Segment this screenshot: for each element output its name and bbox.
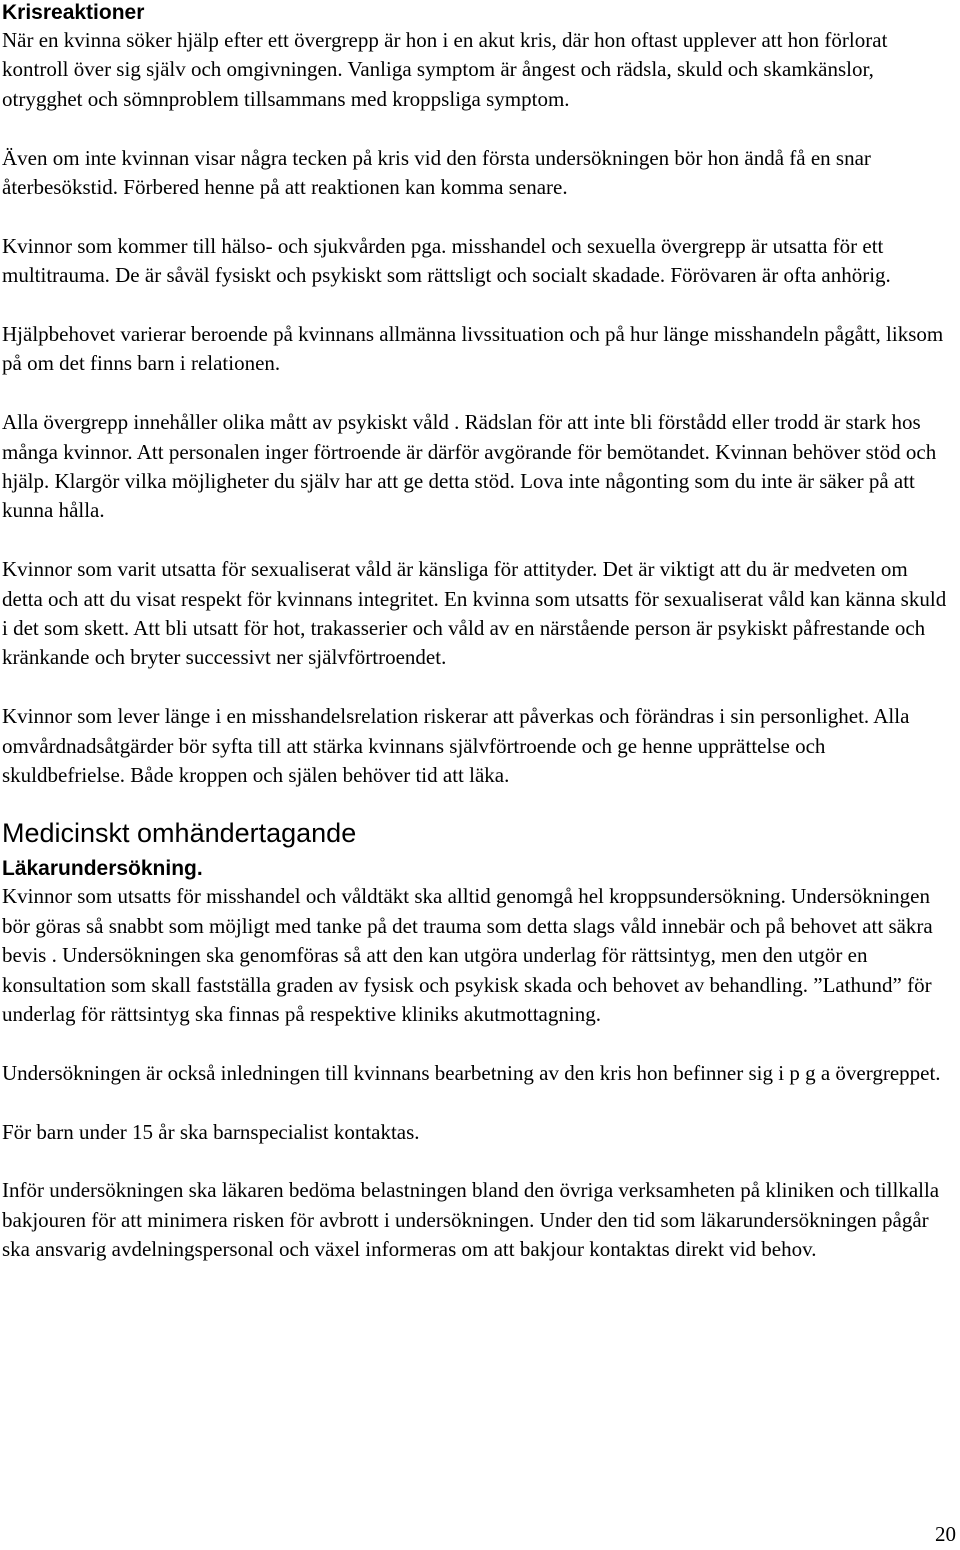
- heading-lakarundersokning: Läkarundersökning.: [2, 857, 203, 881]
- document-page: [2, 0, 950, 1265]
- page-number: 20: [935, 1522, 956, 1546]
- paragraph: Kvinnor som lever länge i en misshandelsrelation riskerar att påverkas och förändras i sin personlighet. Alla omvårdnadsåtgärder bör syfta till att stärka kvinnans självförtroende och ge henne upprättelse och skuldbefrielse. Både kroppen och själen behöver tid att läka.: [2, 704, 910, 788]
- heading-medicinskt-omhandertagande: Medicinskt omhändertagande: [2, 818, 357, 849]
- paragraph: När en kvinna söker hjälp efter ett övergrepp är hon i en akut kris, där hon oftast upplever att hon förlorat kontroll över sig själv och omgivningen. Vanliga symptom är ångest och rädsla, skuld och skamkänslor, otrygghet och sömnproblem tillsammans med kroppsliga symptom.: [2, 28, 888, 111]
- paragraph: Kvinnor som varit utsatta för sexualiserat våld är känsliga för attityder. Det är viktigt att du är medveten om detta och att du visat respekt för kvinnans integritet. En kvinna som utsatts för sexualiserat våld kan känna skuld i det som skett. Att bli utsatt för hot, trakasserier och våld av en närstående person är psykiskt påfrestande och kränkande och bryter successivt ner självförtroendet.: [2, 557, 947, 670]
- paragraph: Alla övergrepp innehåller olika mått av psykiskt våld . Rädslan för att inte bli förstådd eller trodd är stark hos många kvinnor. Att personalen inger förtroende är därför avgörande för bemötandet. Kvinnan behöver stöd och hjälp. Klargör vilka möjligheter du själv har att ge detta stöd. Lova inte någonting som du inte är säker på att kunna hålla.: [2, 410, 937, 523]
- paragraph: Kvinnor som kommer till hälso- och sjukvården pga. misshandel och sexuella övergrepp är utsatta för ett multitrauma. De är såväl fysiskt och psykiskt som rättsligt och socialt skadade. Förövaren är ofta anhörig.: [2, 233, 891, 288]
- paragraph: Inför undersökningen ska läkaren bedöma belastningen bland den övriga verksamheten på kliniken och tillkalla bakjouren för att minimera risken för avbrott i undersökningen. Under den tid som läkarundersökningen pågår ska ansvarig avdelningspersonal och växel informeras om att bakjour kontaktas direkt vid behov.: [2, 1178, 940, 1262]
- paragraph: Kvinnor som utsatts för misshandel och våldtäkt ska alltid genomgå hel kroppsundersökning. Undersökningen bör göras så snabbt som möjligt med tanke på det trauma som detta slags våld innebär och på behovet att säkra bevis . Undersökningen ska genomföras så att den kan utgöra underlag för rättsintyg, men den utgör en konsultation som skall fastställa graden av fysisk och psykisk skada och behovet av behandling. ”Lathund” för underlag för rättsintyg ska finnas på respektive kliniks akutmottagning.: [2, 884, 933, 1027]
- paragraph: Även om inte kvinnan visar några tecken på kris vid den första undersökningen bör hon ändå få en snar återbesökstid. Förbered henne på att reaktionen kan komma senare.: [2, 145, 871, 200]
- paragraph: För barn under 15 år ska barnspecialist kontaktas.: [2, 1119, 420, 1144]
- heading-krisreaktioner: Krisreaktioner: [2, 1, 145, 24]
- paragraph: Undersökningen är också inledningen till kvinnans bearbetning av den kris hon befinner sig i p g a övergreppet.: [2, 1060, 941, 1085]
- paragraph: Hjälpbehovet varierar beroende på kvinnans allmänna livssituation och på hur länge misshandeln pågått, liksom på om det finns barn i relationen.: [2, 322, 944, 376]
